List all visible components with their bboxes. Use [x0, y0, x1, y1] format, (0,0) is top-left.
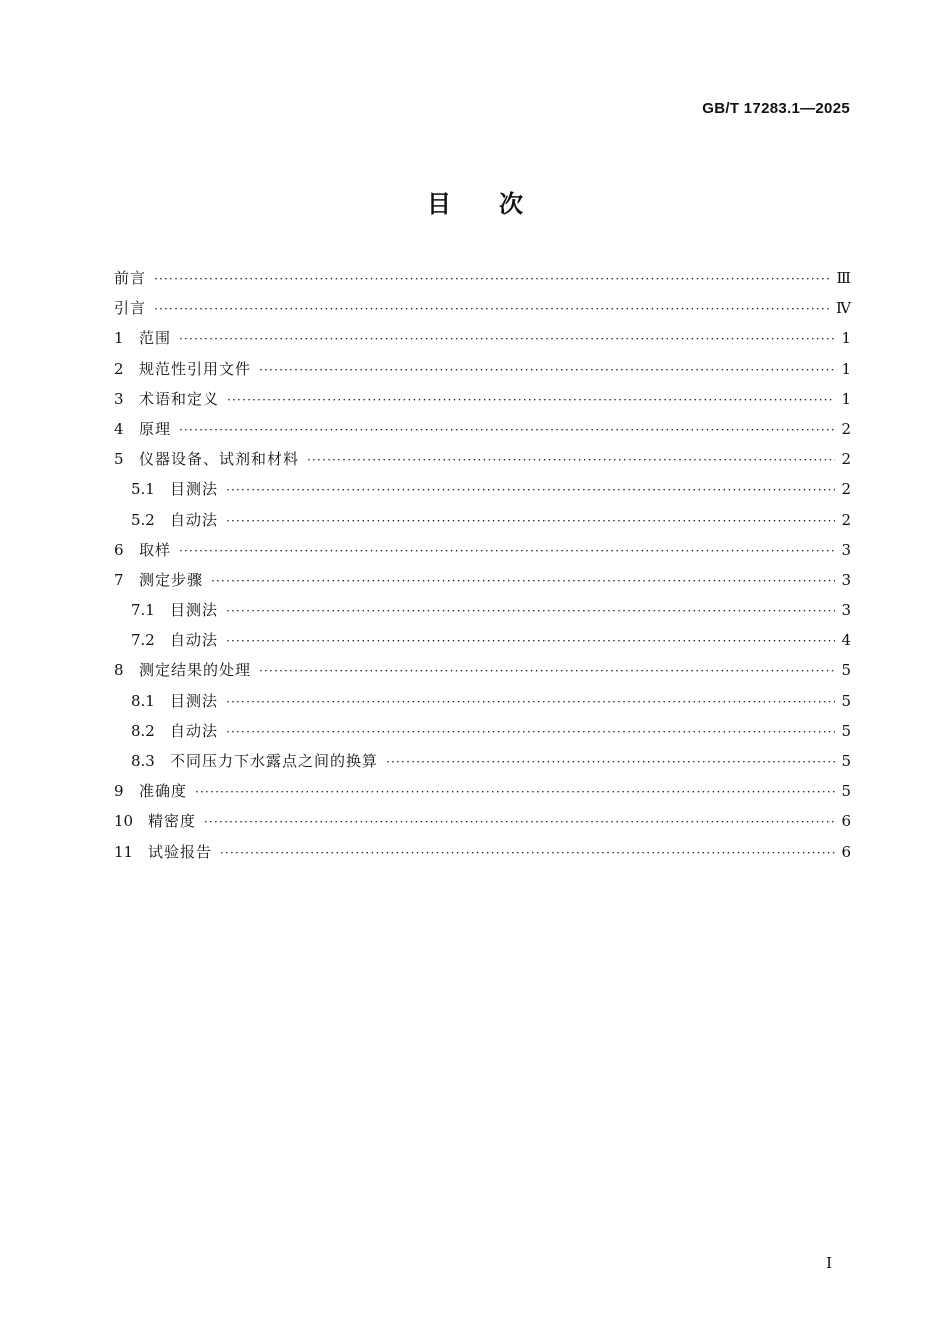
toc-entry-5[interactable] [114, 444, 851, 474]
toc-entry-title: 术语和定义 [139, 389, 220, 408]
toc-entry-title: 范围 [139, 329, 172, 348]
toc-entry-9[interactable] [114, 776, 851, 806]
toc-leader-dots [154, 264, 831, 294]
toc-leader-dots [179, 324, 835, 354]
toc-entry-title: 规范性引用文件 [139, 359, 252, 378]
toc-entry-page: 6 [841, 812, 851, 831]
toc-entry-title: 前言 [114, 269, 147, 287]
toc-entry-title: 试验报告 [148, 842, 213, 861]
toc-entry-number: 4 [114, 419, 124, 438]
toc-entry-page: 5 [841, 782, 851, 801]
toc-entry-title: 目测法 [170, 601, 219, 620]
toc-entry-8[interactable] [114, 655, 851, 685]
toc-leader-dots [386, 747, 835, 777]
toc-entry-number: 1 [114, 329, 124, 348]
toc-entry-title: 测定结果的处理 [139, 661, 252, 680]
toc-entry-8-2[interactable] [114, 716, 851, 746]
toc-entry-number: 5.1 [131, 480, 155, 499]
toc-entry-7-2[interactable] [114, 625, 851, 655]
toc-entry-title: 目测法 [170, 480, 219, 499]
toc-entry-number: 5 [114, 450, 124, 469]
toc-leader-dots [220, 838, 835, 868]
toc-entry-page: 2 [841, 510, 851, 529]
toc-leader-dots [226, 596, 835, 626]
toc-leader-dots [226, 475, 835, 505]
toc-entry-number: 8.1 [131, 691, 155, 710]
toc-entry-page: 3 [841, 540, 851, 559]
toc-entry-page: Ⅲ [836, 269, 851, 287]
toc-entry-page: 5 [841, 661, 851, 680]
toc-entry-7-1[interactable] [114, 595, 851, 625]
toc-entry-title: 引言 [114, 299, 147, 318]
toc-entry-number: 5.2 [131, 510, 155, 529]
toc-entry-number: 10 [114, 812, 134, 831]
toc-entry-number: 2 [114, 359, 124, 378]
toc-entry-page: 2 [841, 480, 851, 499]
toc-entry-introduction[interactable] [114, 293, 851, 323]
toc-leader-dots [226, 506, 835, 536]
toc-entry-3[interactable] [114, 384, 851, 414]
toc-leader-dots [195, 777, 835, 807]
toc-entry-number: 7 [114, 570, 124, 589]
toc-entry-title: 目测法 [170, 691, 219, 710]
toc-entry-foreword[interactable] [114, 263, 851, 293]
toc-entry-8-1[interactable] [114, 686, 851, 716]
toc-entry-title: 自动法 [170, 721, 219, 740]
toc-entry-page: 1 [841, 329, 851, 348]
toc-entry-8-3[interactable] [114, 746, 851, 776]
toc-entry-number: 8 [114, 661, 124, 680]
toc-entry-number: 7.1 [131, 601, 155, 620]
toc-entry-page: 3 [841, 601, 851, 620]
toc-leader-dots [226, 717, 835, 747]
toc-entry-page: 3 [841, 570, 851, 589]
standard-number: GB/T 17283.1—2025 [702, 100, 850, 117]
toc-entry-6[interactable] [114, 535, 851, 565]
toc-entry-7[interactable] [114, 565, 851, 595]
toc-entry-number: 7.2 [131, 631, 155, 650]
toc-entry-2[interactable] [114, 354, 851, 384]
toc-entry-4[interactable] [114, 414, 851, 444]
toc-entry-page: 5 [841, 752, 851, 770]
toc-entry-title: 原理 [139, 419, 172, 438]
toc-leader-dots [179, 536, 835, 566]
table-of-contents [114, 263, 851, 867]
toc-entry-title: 测定步骤 [139, 570, 204, 589]
toc-leader-dots [226, 626, 835, 656]
toc-entry-1[interactable] [114, 323, 851, 353]
toc-leader-dots [259, 656, 835, 686]
toc-entry-page: 5 [841, 721, 851, 740]
toc-entry-5-1[interactable] [114, 474, 851, 504]
toc-entry-11[interactable] [114, 837, 851, 867]
toc-entry-title: 不同压力下水露点之间的换算 [170, 752, 379, 770]
toc-entry-page: 6 [841, 842, 851, 861]
toc-entry-page: 1 [841, 389, 851, 408]
toc-entry-title: 准确度 [139, 782, 188, 801]
toc-entry-page: 2 [841, 450, 851, 469]
toc-entry-number: 11 [114, 842, 134, 861]
toc-leader-dots [211, 566, 835, 596]
page-number: I [826, 1254, 832, 1272]
toc-entry-number: 8.2 [131, 721, 155, 740]
toc-entry-number: 3 [114, 389, 124, 408]
toc-entry-page: 5 [841, 691, 851, 710]
toc-leader-dots [226, 687, 835, 717]
toc-entry-page: 1 [841, 359, 851, 378]
page-title: 目次 [427, 190, 571, 218]
toc-leader-dots [154, 294, 830, 324]
toc-leader-dots [307, 445, 835, 475]
toc-leader-dots [227, 385, 835, 415]
toc-entry-page: 4 [841, 631, 851, 650]
toc-leader-dots [204, 807, 835, 837]
toc-entry-number: 6 [114, 540, 124, 559]
toc-entry-10[interactable] [114, 806, 851, 836]
toc-entry-number: 9 [114, 782, 124, 801]
toc-entry-page: Ⅳ [836, 299, 851, 318]
toc-entry-title: 精密度 [148, 812, 197, 831]
toc-entry-title: 取样 [139, 540, 172, 559]
toc-entry-page: 2 [841, 419, 851, 438]
toc-leader-dots [259, 355, 835, 385]
toc-entry-title: 自动法 [170, 510, 219, 529]
toc-entry-5-2[interactable] [114, 505, 851, 535]
toc-entry-title: 自动法 [170, 631, 219, 650]
toc-leader-dots [179, 415, 835, 445]
toc-entry-title: 仪器设备、试剂和材料 [139, 450, 300, 469]
toc-entry-number: 8.3 [131, 752, 155, 770]
